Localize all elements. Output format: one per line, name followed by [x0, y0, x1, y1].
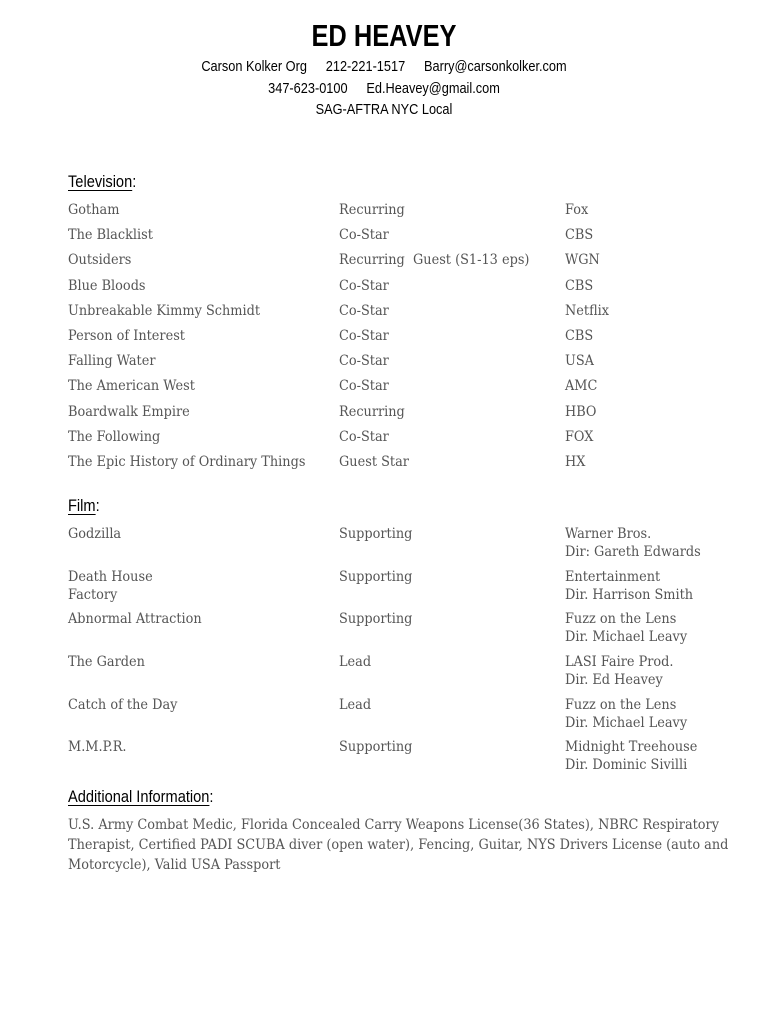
tv-network: Netflix — [565, 303, 610, 319]
film-role: Lead — [339, 697, 372, 713]
tv-title: Boardwalk Empire — [68, 404, 190, 420]
tv-role: Co-Star — [339, 378, 389, 394]
film-company: Fuzz on the Lens — [565, 697, 677, 713]
film-heading — [68, 496, 100, 516]
film-title: The Garden — [68, 654, 145, 670]
agency-phone: 212-221-1517 — [325, 58, 406, 75]
tv-network: AMC — [565, 378, 598, 394]
union-affiliation: SAG-AFTRA NYC Local — [315, 101, 453, 118]
film-role: Lead — [339, 654, 372, 670]
tv-network: CBS — [565, 328, 594, 344]
tv-network: WGN — [565, 252, 600, 268]
film-company: Warner Bros. — [565, 526, 652, 542]
tv-title: Blue Bloods — [68, 278, 146, 294]
film-title-line-2: Factory — [68, 586, 118, 603]
tv-title: Gotham — [68, 202, 120, 218]
film-title: Catch of the Day — [68, 697, 178, 713]
tv-network: CBS — [565, 227, 594, 243]
tv-role: Co-Star — [339, 353, 389, 369]
tv-network: CBS — [565, 278, 594, 294]
film-director: Dir. Michael Leavy — [565, 714, 688, 731]
television-heading-colon: : — [132, 172, 137, 191]
film-role: Supporting — [339, 569, 413, 585]
tv-role: Co-Star — [339, 303, 389, 319]
contact-line-1 — [58, 56, 711, 78]
personal-phone: 347-623-0100 — [268, 79, 348, 97]
tv-title: Person of Interest — [68, 328, 185, 344]
additional-info-heading — [68, 787, 213, 807]
tv-network: Fox — [565, 202, 589, 218]
film-director: Dir: Gareth Edwards — [565, 543, 701, 560]
union-line — [58, 99, 711, 121]
film-role: Supporting — [339, 611, 413, 627]
tv-title: Unbreakable Kimmy Schmidt — [68, 303, 261, 319]
tv-title: The American West — [68, 378, 195, 394]
tv-title: The Epic History of Ordinary Things — [68, 454, 306, 470]
tv-network: HBO — [565, 404, 597, 420]
tv-role: Recurring — [339, 202, 405, 218]
additional-info-heading-colon: : — [209, 787, 214, 806]
film-title: Death House — [68, 569, 153, 585]
film-director: Dir. Ed Heavey — [565, 671, 663, 688]
tv-role: Recurring — [339, 404, 405, 420]
film-director: Dir. Michael Leavy — [565, 628, 688, 645]
tv-role: Co-Star — [339, 429, 389, 445]
film-title: Godzilla — [68, 526, 122, 542]
tv-network: FOX — [565, 429, 594, 445]
tv-role: Co-Star — [339, 227, 389, 243]
tv-role: Recurring Guest (S1-13 eps) — [339, 252, 530, 268]
film-company: LASI Faire Prod. — [565, 654, 674, 670]
actor-name: ED HEAVEY — [311, 18, 457, 53]
film-company: Entertainment — [565, 569, 661, 585]
additional-info-line: Motorcycle), Valid USA Passport — [68, 857, 281, 873]
film-company: Midnight Treehouse — [565, 739, 698, 755]
tv-role: Co-Star — [339, 328, 389, 344]
film-role: Supporting — [339, 739, 413, 755]
television-heading-label: Television — [68, 172, 133, 191]
film-company: Fuzz on the Lens — [565, 611, 677, 627]
tv-title: Falling Water — [68, 353, 156, 369]
tv-network: USA — [565, 353, 594, 369]
film-title: Abnormal Attraction — [68, 611, 202, 627]
agency-name: Carson Kolker Org — [201, 58, 307, 75]
tv-role: Guest Star — [339, 454, 409, 470]
additional-info-line: Therapist, Certified PADI SCUBA diver (open water), Fencing, Guitar, NYS Drivers License (auto and — [68, 837, 729, 853]
contact-line-2 — [58, 78, 711, 100]
tv-title: Outsiders — [68, 252, 132, 268]
film-director: Dir. Dominic Sivilli — [565, 756, 688, 773]
tv-network: HX — [565, 454, 586, 470]
additional-info-line: U.S. Army Combat Medic, Florida Concealed Carry Weapons License(36 States), NBRC Respiratory — [68, 817, 720, 833]
additional-info-text — [68, 815, 729, 875]
additional-info-heading-label: Additional Information — [68, 787, 210, 806]
agency-email: Barry@carsonkolker.com — [424, 58, 567, 75]
film-heading-label: Film — [68, 496, 96, 515]
tv-role: Co-Star — [339, 278, 389, 294]
resume-header — [0, 16, 768, 121]
television-heading — [68, 172, 136, 192]
personal-email: Ed.Heavey@gmail.com — [366, 79, 500, 97]
film-director: Dir. Harrison Smith — [565, 586, 694, 603]
tv-title: The Following — [68, 429, 161, 445]
film-heading-colon: : — [95, 496, 100, 515]
tv-title: The Blacklist — [68, 227, 153, 243]
film-role: Supporting — [339, 526, 413, 542]
film-title: M.M.P.R. — [68, 739, 127, 755]
